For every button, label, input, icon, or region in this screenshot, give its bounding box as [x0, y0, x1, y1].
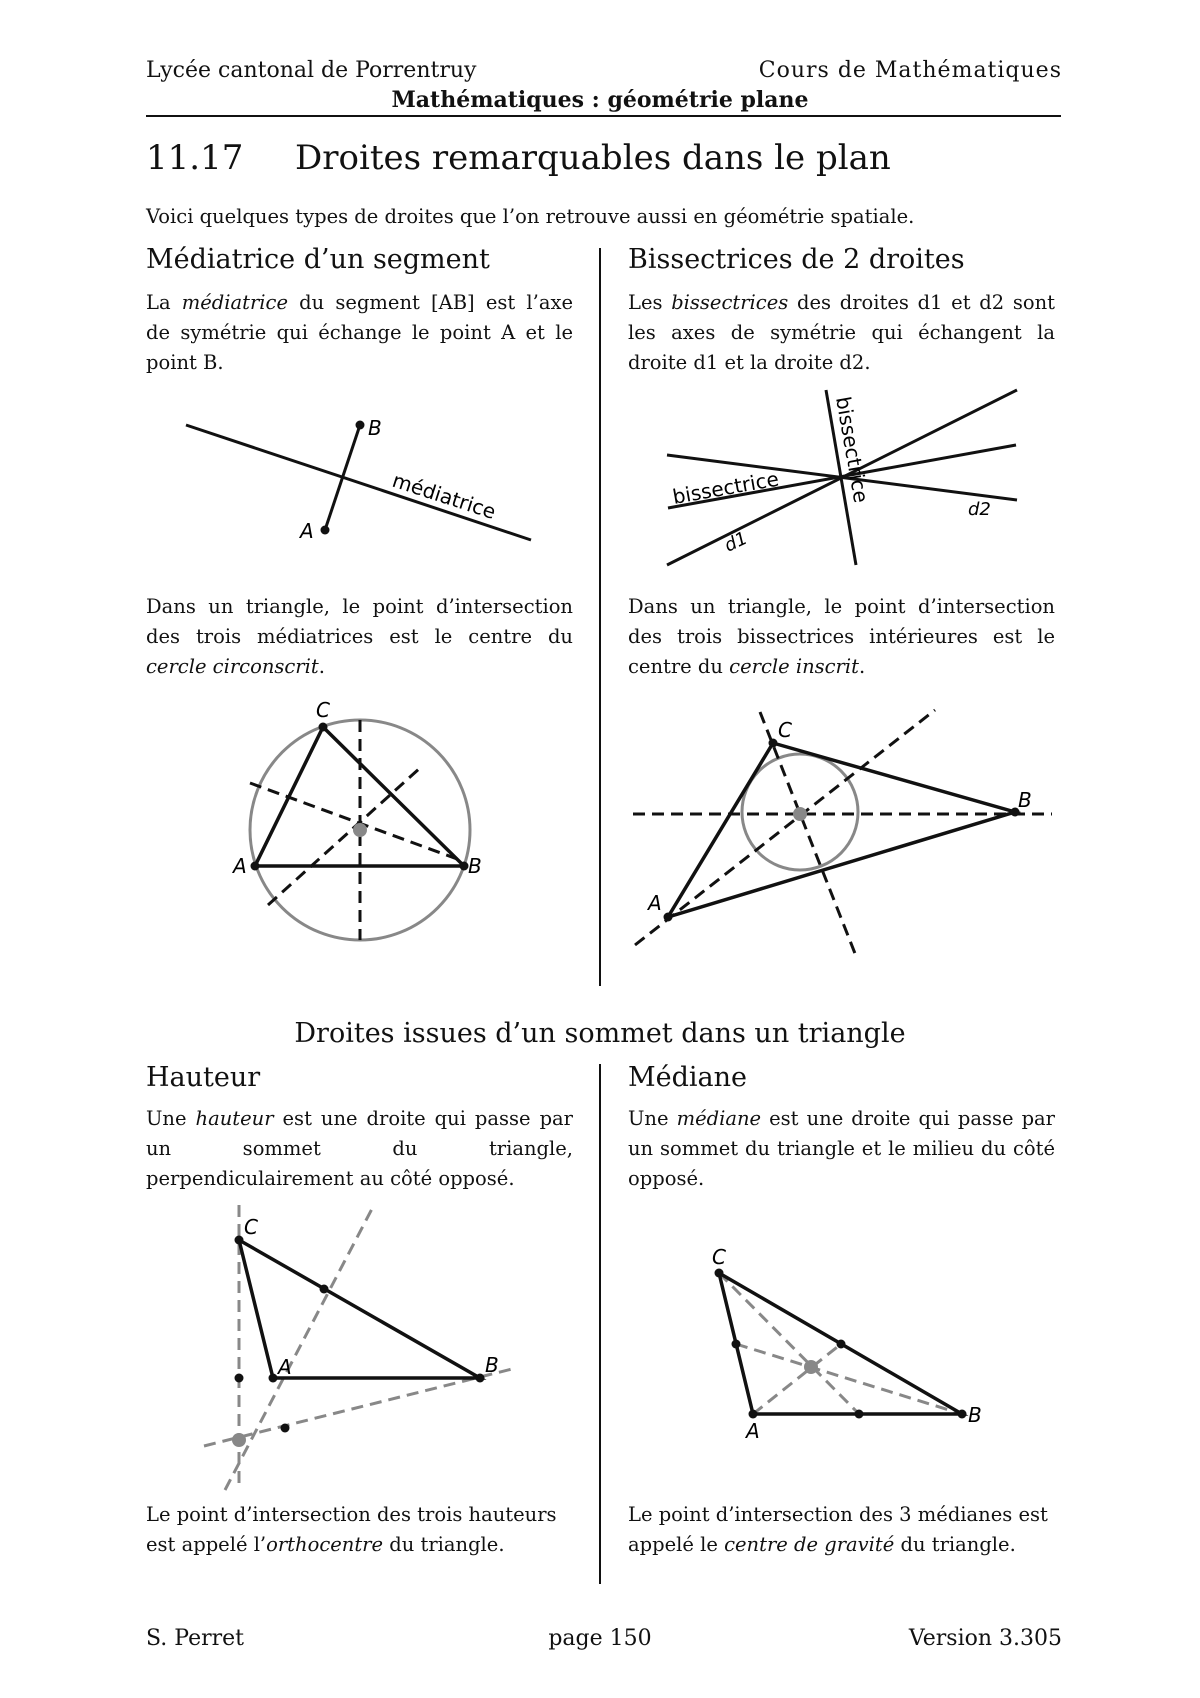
- term-mediatrice: médiatrice: [181, 291, 288, 314]
- term-bissectrices: bissectrices: [671, 291, 789, 314]
- mediane-centre-gravite-text: Le point d’intersection des 3 médianes est appelé le centre de gravité du triangle.: [628, 1503, 1048, 1556]
- section-number: 11.17: [146, 138, 244, 178]
- label-a: A: [233, 854, 247, 878]
- mediatrice-triangle-text: Dans un triangle, le point d’intersection des trois médiatrices est le centre du cercle circonscrit.: [146, 595, 573, 678]
- circumcircle-figure: [220, 695, 480, 945]
- header-left: Lycée cantonal de Porrentruy: [146, 58, 477, 83]
- mediatrice-title: Médiatrice d’un segment: [146, 244, 490, 275]
- label-b: B: [1018, 788, 1032, 812]
- column-separator-top: [599, 248, 601, 986]
- header-center: Mathématiques : géométrie plane: [391, 87, 809, 113]
- label-b: B: [968, 1403, 982, 1427]
- mediane-definition: Une médiane est une droite qui passe par un sommet du triangle et le milieu du côté opposé.: [628, 1107, 1055, 1190]
- label-c: C: [244, 1215, 258, 1239]
- footer-page-number: page 150: [548, 1626, 652, 1651]
- bissectrices-definition: Les bissectrices des droites d1 et d2 sont les axes de symétrie qui échangent la droite d1 et la droite d2.: [628, 291, 1055, 374]
- bissectrices-triangle-text: Dans un triangle, le point d’intersection des trois bissectrices intérieures est le centre du cercle inscrit.: [628, 595, 1055, 678]
- term-centre-de-gravite: centre de gravité: [724, 1533, 895, 1556]
- term-mediane: médiane: [676, 1107, 762, 1130]
- section-title-text: Droites remarquables dans le plan: [294, 138, 891, 178]
- mediane-title: Médiane: [628, 1062, 748, 1093]
- label-c: C: [778, 718, 792, 742]
- mediane-figure: [700, 1240, 1000, 1443]
- incircle-figure: [630, 700, 1060, 960]
- hauteur-definition: Une hauteur est une droite qui passe par un sommet du triangle, perpendiculairement au côté opposé.: [146, 1107, 574, 1190]
- header-right: Cours de Mathématiques: [758, 58, 1062, 83]
- label-mediatrice-line: médiatrice: [389, 467, 499, 524]
- label-c: C: [316, 698, 330, 722]
- hauteur-orthocentre-text: Le point d’intersection des trois hauteurs est appelé l’orthocentre du triangle.: [146, 1503, 557, 1556]
- label-a: A: [648, 891, 662, 915]
- mediatrice-figure: [146, 400, 576, 560]
- bissectrices-title: Bissectrices de 2 droites: [628, 244, 965, 275]
- label-b: B: [368, 416, 382, 440]
- sommet-title: Droites issues d’un sommet dans un triangle: [294, 1018, 906, 1049]
- label-c: C: [712, 1245, 726, 1269]
- hauteur-title: Hauteur: [146, 1062, 261, 1093]
- term-cercle-inscrit: cercle inscrit: [729, 655, 859, 678]
- header-rule: [146, 115, 1061, 117]
- label-a: A: [746, 1419, 760, 1443]
- bissectrices-figure: [650, 380, 1030, 580]
- term-orthocentre: orthocentre: [266, 1533, 384, 1556]
- label-d1: d1: [721, 527, 751, 557]
- term-hauteur: hauteur: [195, 1107, 274, 1130]
- footer-version: Version 3.305: [908, 1626, 1062, 1651]
- term-cercle-circonscrit: cercle circonscrit: [146, 655, 319, 678]
- label-a: A: [300, 519, 314, 543]
- mediatrice-definition: La médiatrice du segment [AB] est l’axe de symétrie qui échange le point A et le point B.: [146, 291, 573, 374]
- label-a: A: [278, 1355, 292, 1379]
- label-b: B: [485, 1353, 499, 1377]
- hauteur-figure: [190, 1200, 530, 1490]
- section-title: [146, 138, 891, 178]
- label-d2: d2: [968, 499, 991, 520]
- label-bissectrice-1: bissectrice: [831, 394, 874, 505]
- label-b: B: [468, 854, 482, 878]
- label-bissectrice-2: bissectrice: [670, 466, 781, 509]
- section-intro: Voici quelques types de droites que l’on retrouve aussi en géométrie spatiale.: [146, 205, 915, 228]
- footer-author: S. Perret: [146, 1626, 245, 1651]
- column-separator-bottom: [599, 1064, 601, 1584]
